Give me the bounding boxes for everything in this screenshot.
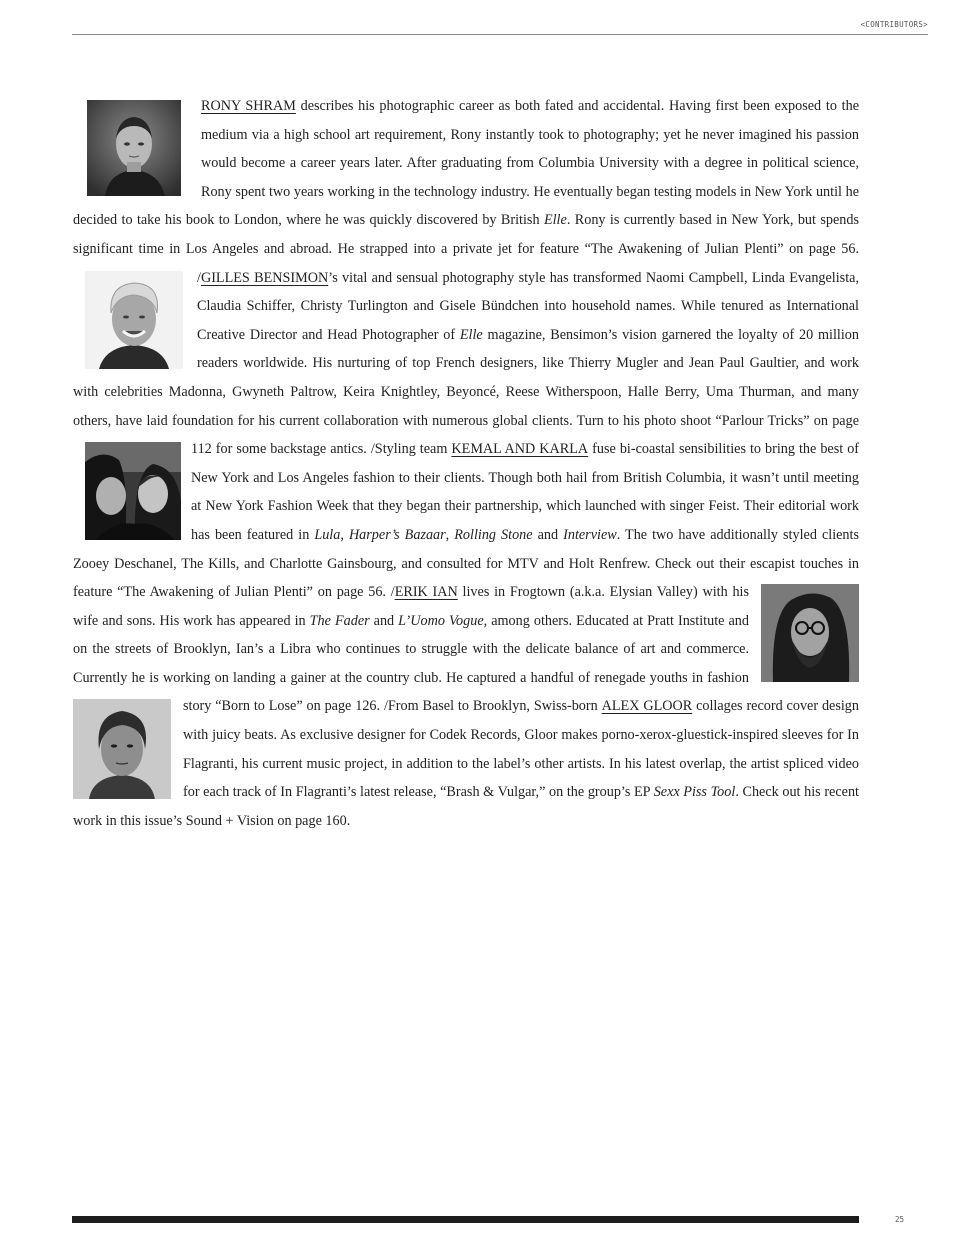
contributor-name-alex-gloor: ALEX GLOOR xyxy=(601,698,693,715)
contributors-article xyxy=(73,92,859,835)
contributors-paragraph: RONY SHRAM describes his photographic career as both fated and accidental. Having first been exposed to the medium via a high school art requirement, Rony instantly took to photography; yet he never imagined his passion would become a career years later. After graduating from Columbia University with a degree in political science, Rony spent two years working in the technology industry. He eventually began testing models in New York until he decided to take his book to London, where he was quickly discovered by British Elle. Rony is currently based in New York, but spends significant time in Los Angeles and abroad. He strapped into a private jet for feature “The Awakening of Julian Plenti” on page 56. /GILLES BENSIMON ’s vital and sensual photography style has transformed Naomi Campbell, Linda Evangelista, Claudia Schiffer, Christy Turlington and Gisele Bündchen into household names. While tenured as International Creative Director and Head Photographer of Elle magazine, Bensimon’s vision garnered the loyalty of 20 million readers worldwide. His nurturing of top French designers, like Thierry Mugler and Jean Paul Gaultier, and work with celebrities Madonna, Gwyneth Paltrow, Keira Knightley, Beyoncé, Reese Witherspoon, Halle Berry, Uma Thurman, and many others, have laid foundation for his current collaboration with numerous global clients. Turn to his photo shoot “Parlour Tricks” on page 112 for some backstage antics. /Styling team KEMAL AND KARLA fuse bi-coastal sensibilities to bring the best of New York and Los Angeles fashion to their clients. Though both hail from British Columbia, it wasn’t until meeting at New York Fashion Week that they began their partnership, which launched with singer Feist. Their editorial work has been featured in Lula, Harper’s Bazaar, Rolling Stone and Interview. The two have additionally styled clients Zooey Deschanel, The Kills, and Charlotte Gainsbourg, and consulted for MTV and Holt Renfrew. Check out their escapist touches in feature “The Awakening of Julian Plenti” on page 56. /ERIK IAN lives in Frogtown (a.k.a. Elysian Valley) with his wife and sons. His work has appeared in The Fader and L’Uomo Vogue, among others. Educated at Pratt Institute and on the streets of Brooklyn, Ian’s a Libra who continues to struggle with the delicate balance of art and commerce. Currently he is working on landing a gainer at the country club. He captured a handful of renegade youths in fashion story “Born to Lose” on page 126. /From Basel to Brooklyn, Swiss-born ALEX GLOOR collages record cover design with juicy beats. As exclusive designer for Codek Records, Gloor makes porno-xerox-gluestick-inspired sleeves for In Flagranti, his current music project, in addition to the label’s other artists. In his latest overlap, the artist spliced video for each track of In Flagranti’s latest release, “Brash & Vulgar,” on the group’s EP Sexx Piss Tool. Check out his recent work in this issue’s Sound + Vision on page 160. xyxy=(73,98,860,829)
alex-gloor-photo xyxy=(73,699,171,799)
top-rule xyxy=(72,34,928,35)
footer-bar xyxy=(72,1216,859,1223)
kemal-and-karla-photo xyxy=(85,442,181,540)
section-tag: <CONTRIBUTORS> xyxy=(860,20,928,29)
erik-ian-photo xyxy=(761,584,859,682)
rony-shram-photo xyxy=(87,100,181,196)
contributor-name-kemal-and-karla: KEMAL AND KARLA xyxy=(451,441,589,458)
gilles-bensimon-photo xyxy=(85,271,183,369)
contributor-name-rony-shram: RONY SHRAM xyxy=(201,98,296,114)
contributor-name-erik-ian: ERIK IAN xyxy=(394,584,458,601)
contributor-name-gilles-bensimon: GILLES BENSIMON xyxy=(200,269,329,286)
page-number: 25 xyxy=(895,1215,905,1224)
